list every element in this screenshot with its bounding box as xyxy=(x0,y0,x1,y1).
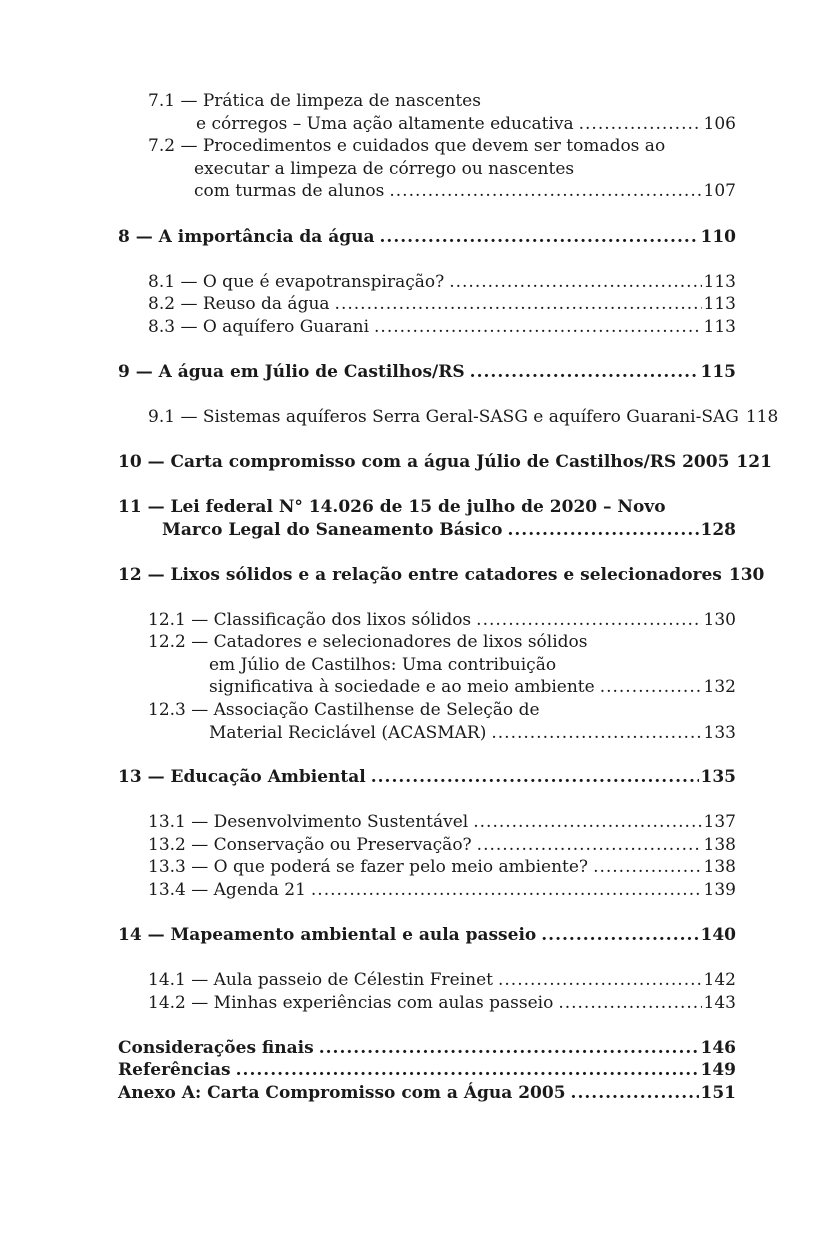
toc-page-number: 133 xyxy=(703,722,736,743)
dot-leader xyxy=(319,1037,699,1060)
toc-line xyxy=(148,609,736,632)
toc-page-number: 140 xyxy=(700,925,736,945)
toc-page-number: 130 xyxy=(703,610,736,630)
toc-line xyxy=(118,564,765,587)
toc-line xyxy=(209,676,736,699)
toc-page-number: 113 xyxy=(703,294,736,314)
toc-line xyxy=(209,654,736,677)
toc-line xyxy=(148,856,736,879)
toc-entry-title: significativa à sociedade e ao meio ambiente xyxy=(209,677,595,698)
toc-page-number: 137 xyxy=(703,812,736,832)
dot-leader xyxy=(579,113,702,136)
dot-leader xyxy=(491,722,701,745)
toc-line xyxy=(118,924,736,947)
toc-page-number: 138 xyxy=(703,857,736,877)
toc-page-number: 135 xyxy=(700,767,736,787)
toc-page-number: 113 xyxy=(703,317,736,337)
toc-line xyxy=(118,451,772,474)
toc-entry-title: 8.1 — O que é evapotranspiração? xyxy=(148,272,445,292)
toc-entry-title: executar a limpeza de córrego ou nascentes xyxy=(194,158,575,179)
toc-entry-title: 11 — Lei federal N° 14.026 de 15 de julho de 2020 – Novo xyxy=(118,497,666,517)
toc-entry-title: e córregos – Uma ação altamente educativa xyxy=(196,113,574,134)
toc-line xyxy=(148,969,736,992)
toc-entry-title: Material Reciclável (ACASMAR) xyxy=(209,722,487,743)
toc-page-number: 128 xyxy=(700,519,736,540)
toc-entry-title: 10 — Carta compromisso com a água Júlio de Castilhos/RS 2005 xyxy=(118,452,730,472)
toc-line xyxy=(209,722,736,745)
toc-entry-title: 8 — A importância da água xyxy=(118,227,375,247)
dot-leader xyxy=(470,361,699,384)
toc-entry-title: 13 — Educação Ambiental xyxy=(118,767,366,787)
dot-leader xyxy=(449,271,701,294)
toc-line xyxy=(148,90,736,113)
toc-entry-title: Marco Legal do Saneamento Básico xyxy=(162,519,503,540)
toc-line xyxy=(194,158,736,181)
toc-entry-title: 12.2 — Catadores e selecionadores de lixos sólidos xyxy=(148,632,588,652)
toc-entry-title: 7.1 — Prática de limpeza de nascentes xyxy=(148,91,481,111)
dot-leader xyxy=(389,180,701,203)
toc-line xyxy=(148,699,736,722)
dot-leader xyxy=(498,969,702,992)
toc-page-number: 138 xyxy=(703,835,736,855)
toc-entry-title: 12 — Lixos sólidos e a relação entre catadores e selecionadores xyxy=(118,565,722,585)
toc-entry-title: Anexo A: Carta Compromisso com a Água 2005 xyxy=(118,1083,566,1103)
toc-entry-title: Referências xyxy=(118,1060,231,1080)
toc-page-number: 146 xyxy=(700,1038,736,1058)
dot-leader xyxy=(477,834,702,857)
dot-leader xyxy=(236,1059,699,1082)
toc-line xyxy=(118,496,736,519)
toc-page-number: 118 xyxy=(745,407,779,427)
dot-leader xyxy=(374,316,702,339)
toc-entry-title: 12.3 — Associação Castilhense de Seleção de xyxy=(148,700,540,720)
toc-entry-title: 8.2 — Reuso da água xyxy=(148,294,330,314)
toc-entry-title: 14 — Mapeamento ambiental e aula passeio xyxy=(118,925,537,945)
toc-entry-title: 13.3 — O que poderá se fazer pelo meio ambiente? xyxy=(148,857,589,877)
toc-line xyxy=(118,1059,736,1082)
dot-leader xyxy=(476,609,701,632)
toc-line xyxy=(196,113,736,136)
toc-line xyxy=(118,1082,736,1105)
toc-entry-title: 13.4 — Agenda 21 xyxy=(148,880,306,900)
toc-page-number: 132 xyxy=(703,677,736,698)
dot-leader xyxy=(371,766,699,789)
toc-page-number: 139 xyxy=(703,880,736,900)
toc-line xyxy=(162,519,736,542)
toc-entry-title: 14.2 — Minhas experiências com aulas passeio xyxy=(148,993,554,1013)
toc-page-number: 121 xyxy=(736,452,772,472)
dot-leader xyxy=(593,856,701,879)
toc-line xyxy=(148,879,736,902)
toc-line xyxy=(148,406,779,429)
toc-page-number: 143 xyxy=(703,993,736,1013)
toc-entry-title: com turmas de alunos xyxy=(194,181,385,202)
toc-entry-title: 12.1 — Classificação dos lixos sólidos xyxy=(148,610,472,630)
toc-line xyxy=(148,293,736,316)
dot-leader xyxy=(541,924,698,947)
toc-page-number: 151 xyxy=(700,1083,736,1103)
toc-page-number: 115 xyxy=(700,362,736,382)
toc-line xyxy=(194,180,736,203)
toc-entry-title: 14.1 — Aula passeio de Célestin Freinet xyxy=(148,970,493,990)
toc-line xyxy=(148,135,736,158)
toc-line xyxy=(118,361,736,384)
toc-line xyxy=(118,766,736,789)
toc-line xyxy=(148,992,736,1015)
toc-entry-title: 9.1 — Sistemas aquíferos Serra Geral-SASG e aquífero Guarani-SAG xyxy=(148,407,739,427)
toc-entry-title: 13.2 — Conservação ou Preservação? xyxy=(148,835,472,855)
dot-leader xyxy=(571,1082,699,1105)
toc-page-number: 113 xyxy=(703,272,736,292)
toc-page-number: 149 xyxy=(700,1060,736,1080)
toc-entry-title: 9 — A água em Júlio de Castilhos/RS xyxy=(118,362,465,382)
dot-leader xyxy=(335,293,702,316)
dot-leader xyxy=(473,811,701,834)
dot-leader xyxy=(600,676,702,699)
toc-line xyxy=(118,1037,736,1060)
dot-leader xyxy=(311,879,702,902)
dot-leader xyxy=(558,992,701,1015)
toc-page-number: 142 xyxy=(703,970,736,990)
toc-entry-title: Considerações finais xyxy=(118,1038,314,1058)
toc-page-number: 110 xyxy=(700,227,736,247)
toc-line xyxy=(148,271,736,294)
toc-entry-title: 7.2 — Procedimentos e cuidados que devem ser tomados ao xyxy=(148,136,666,156)
toc-line xyxy=(118,226,736,249)
toc-entry-title: em Júlio de Castilhos: Uma contribuição xyxy=(209,654,557,675)
toc-entry-title: 8.3 — O aquífero Guarani xyxy=(148,317,370,337)
toc-entry-title: 13.1 — Desenvolvimento Sustentável xyxy=(148,812,469,832)
toc-line xyxy=(148,316,736,339)
toc-line xyxy=(148,811,736,834)
toc-page-number: 130 xyxy=(728,565,765,585)
toc-page-number: 107 xyxy=(703,181,736,202)
dot-leader xyxy=(379,226,698,249)
toc-line xyxy=(148,631,736,654)
toc-page-number: 106 xyxy=(703,113,736,134)
dot-leader xyxy=(507,519,698,542)
toc-line xyxy=(148,834,736,857)
